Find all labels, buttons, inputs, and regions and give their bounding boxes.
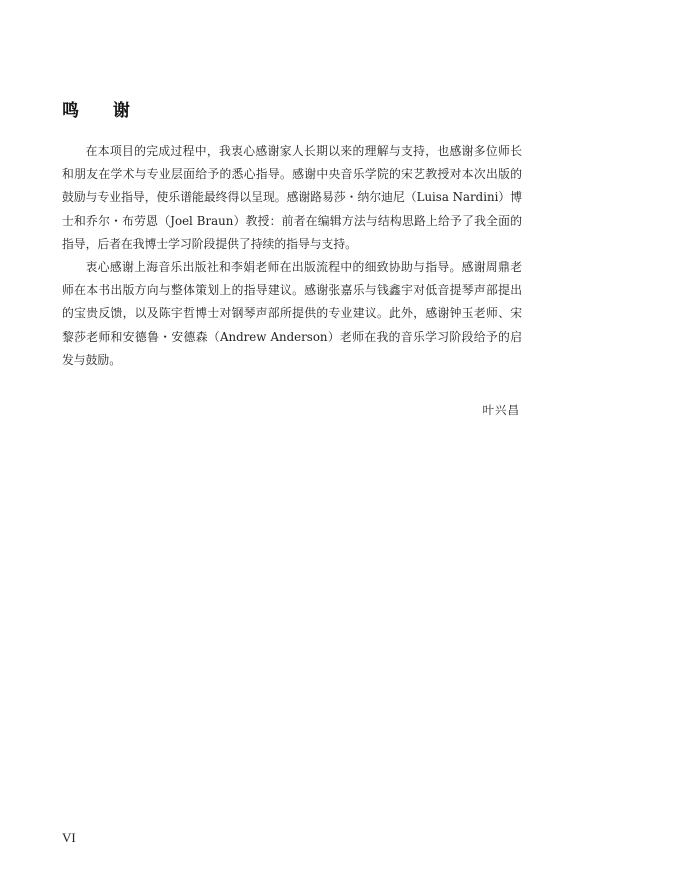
page-number: VI	[62, 830, 76, 845]
page-title: 鸣 谢	[62, 101, 144, 121]
acknowledgements-body	[62, 140, 522, 372]
paragraph-1: 在本项目的完成过程中，我衷心感谢家人长期以来的理解与支持，也感谢多位师长和朋友在学术与专业层面给予的悉心指导。感谢中央音乐学院的宋艺教授对本次出版的鼓励与专业指导，使乐谱能最终得以呈现。感谢路易莎・纳尔迪尼（Luisa Nardini）博士和乔尔・布劳恩（Joel Braun）教授：前者在编辑方法与结构思路上给予了我全面的指导，后者在我博士学习阶段提供了持续的指导与支持。	[62, 144, 522, 251]
author-signature: 叶兴昌	[482, 403, 520, 417]
paragraph-2: 衷心感谢上海音乐出版社和李娟老师在出版流程中的细致协助与指导。感谢周鼎老师在本书出版方向与整体策划上的指导建议。感谢张嘉乐与钱鑫宇对低音提琴声部提出的宝贵反馈，以及陈宇哲博士对钢琴声部所提供的专业建议。此外，感谢钟玉老师、宋黎莎老师和安德鲁・安德森（Andrew Anderson）老师在我的音乐学习阶段给予的启发与鼓励。	[62, 260, 522, 367]
